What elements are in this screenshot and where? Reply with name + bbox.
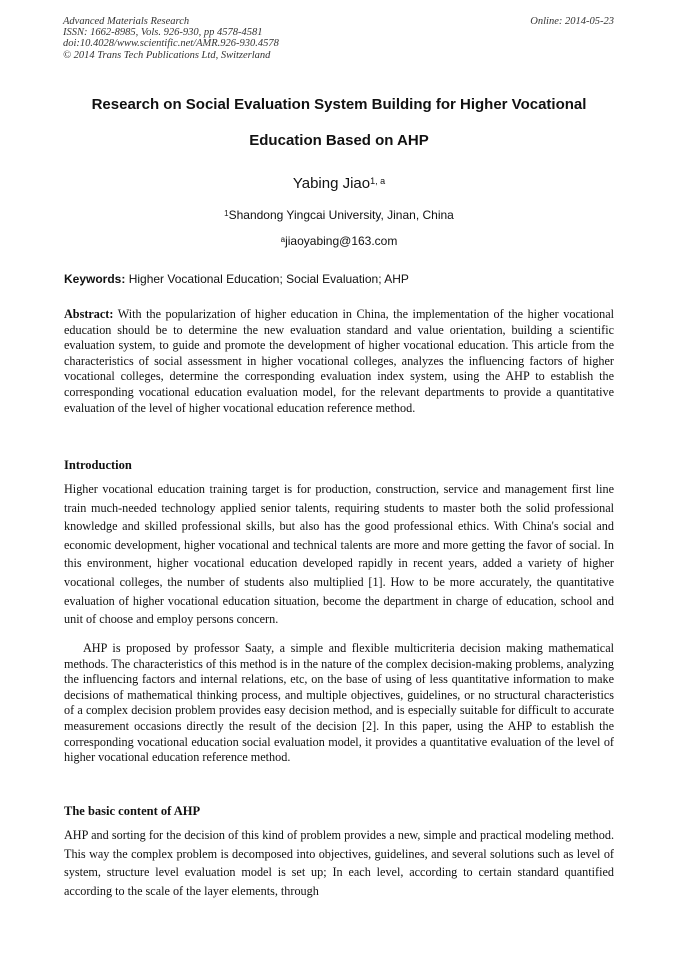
author-email: jiaoyabing@163.com — [285, 234, 398, 248]
journal-header — [63, 16, 279, 61]
abstract — [64, 307, 614, 416]
introduction-heading: Introduction — [64, 458, 132, 472]
affiliation-line — [0, 208, 678, 223]
keywords-text: Higher Vocational Education; Social Evaluation; AHP — [128, 272, 409, 286]
author-superscript: 1, a — [370, 176, 386, 186]
abstract-label: Abstract: — [64, 307, 114, 321]
basic-content-paragraph: AHP and sorting for the decision of this kind of problem provides a new, simple and practical modeling method. This way the complex problem is decomposed into objectives, guidelines, and several solutions such as level of system, structure level evaluation model is set up; In each level, according to certain standard quantified according to the scale of the layer elements, through — [64, 828, 614, 898]
author-line — [0, 175, 678, 193]
journal-name: Advanced Materials Research — [63, 16, 190, 27]
email-superscript: a — [280, 235, 286, 244]
paper-title-line-2: Education Based on AHP — [249, 132, 429, 149]
author-name: Yabing Jiao — [292, 175, 371, 192]
basic-content-heading: The basic content of AHP — [64, 804, 201, 818]
keywords-label: Keywords: — [64, 272, 126, 286]
email-line — [0, 234, 678, 249]
introduction-paragraph-2: AHP is proposed by professor Saaty, a simple and flexible multicriteria decision making mathematical methods. The characteristics of this method is in the nature of the complex decision-making problems, analyzing the influencing factors and internal relations, etc, on the base of using of less quantitative information to make decisions of mathematical thinking process, and multiple objectives, guidelines, or no structural characteristics of a complex decision problem provides easy decision method, and is especially suitable for difficult to accurate measurement occasions directly the result of the decision [2]. In this paper, using the AHP to establish the corresponding vocational education social evaluation model, it provides a quantitative evaluation of the level of higher vocational education reference method. — [64, 641, 614, 765]
introduction-paragraph-1: Higher vocational education training target is for production, construction, service and management first line train much-needed technology applied senior talents, requiring students to master both the solid professional knowledge and skilled professional skills, but also has the good professional ethics. With China's social and economic development, higher vocational and technical talents are more and more getting the favor of social. In this environment, higher vocational education developed rapidly in recent years, added a variety of higher vocational colleges, the number of students also multiplied [1]. How to be more accurately, the quantitative evaluation of higher vocational education situation, become the department in charge of education, school and unit of choose and employ persons concern. — [64, 482, 614, 627]
journal-issn: ISSN: 1662-8985, Vols. 926-930, pp 4578-4581 — [63, 27, 263, 39]
online-date: Online: 2014-05-23 — [530, 16, 614, 27]
abstract-text: With the popularization of higher education in China, the implementation of the higher vocational education should be to determine the new evaluation standard and value orientation, building a scientific evaluation system, to guide and promote the development of higher vocational education. This article from the characteristics of social assessment in higher vocational colleges, analyzes the influencing factors of higher vocational colleges, determine the corresponding evaluation index system, using the AHP to establish the corresponding vocational education evaluation model, for the relevant departments to provide a quantitative evaluation of the level of higher vocational education reference method. — [64, 307, 614, 415]
affiliation-superscript: 1 — [224, 209, 229, 218]
paper-title-line-1: Research on Social Evaluation System Building for Higher Vocational — [91, 96, 587, 113]
affiliation-text: Shandong Yingcai University, Jinan, China — [228, 208, 454, 222]
keywords — [64, 272, 624, 287]
journal-copyright: © 2014 Trans Tech Publications Ltd, Switzerland — [63, 49, 271, 61]
journal-doi: doi:10.4028/www.scientific.net/AMR.926-930.4578 — [63, 38, 279, 50]
